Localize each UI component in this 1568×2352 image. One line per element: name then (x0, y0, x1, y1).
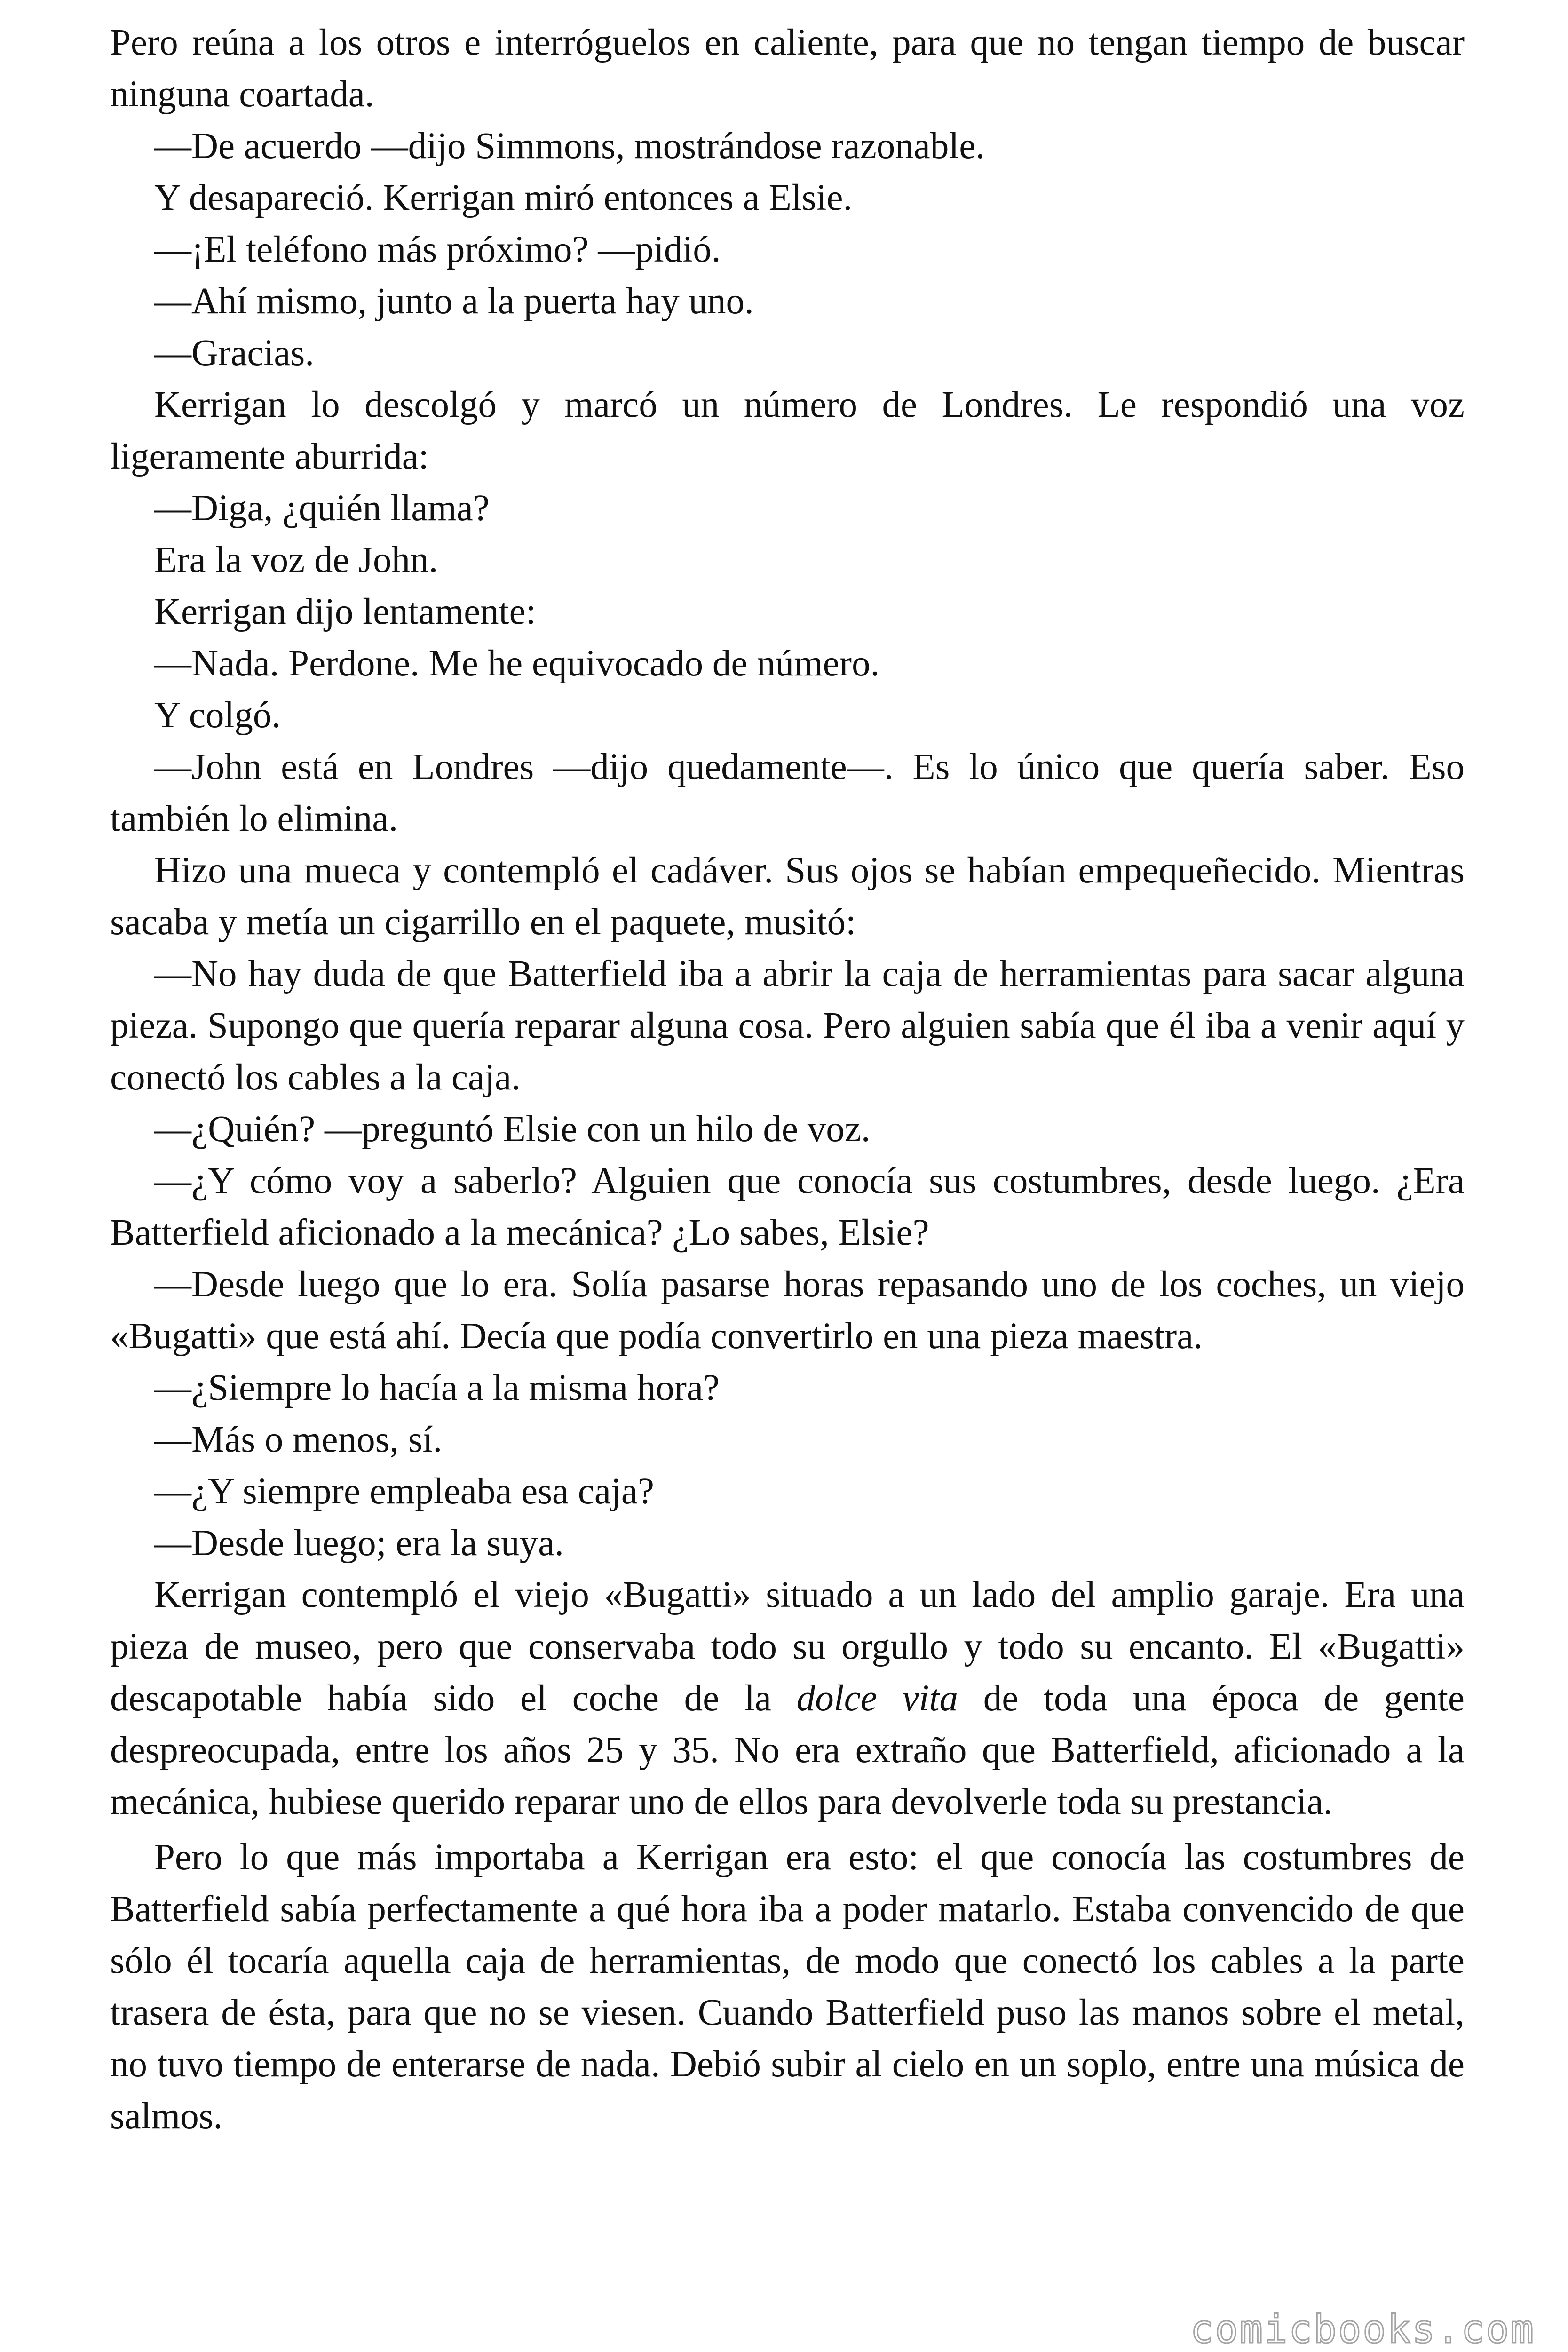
paragraph-14: Hizo una mueca y contempló el cadáver. Sus ojos se habían empequeñecido. Mientras sacaba y metía un cigarrillo en el paquete, musitó: (110, 850, 1465, 943)
paragraph-13: —John está en Londres —dijo quedamente—. Es lo único que quería saber. Eso también lo elimina. (110, 747, 1465, 839)
paragraph-4: —¡El teléfono más próximo? —pidió. (154, 229, 721, 270)
bugatti-text-after: de toda una época de gente despreocupada, entre los años 25 y 35. No era extraño que Batterfield, aficionado a la mecánica, hubiese querido reparar uno de ellos para devolverle toda su prestancia. (110, 1678, 1465, 1822)
paragraph-8: —Diga, ¿quién llama? (154, 488, 490, 529)
dolce-vita-emphasis: dolce vita (796, 1678, 958, 1719)
paragraph-21: —¿Y siempre empleaba esa caja? (154, 1471, 654, 1512)
book-page (110, 17, 1465, 2142)
paragraph-15: —No hay duda de que Batterfield iba a abrir la caja de herramientas para sacar alguna pieza. Supongo que quería reparar alguna cosa. Pero alguien sabía que él iba a venir aquí y conectó los cables a la caja. (110, 954, 1465, 1098)
paragraph-bugatti (110, 1569, 1465, 1828)
paragraph-11: —Nada. Perdone. Me he equivocado de número. (154, 643, 880, 684)
paragraph-7: Kerrigan lo descolgó y marcó un número de Londres. Le respondió una voz ligeramente aburrida: (110, 384, 1465, 477)
paragraph-2: —De acuerdo —dijo Simmons, mostrándose razonable. (154, 126, 985, 167)
paragraph-18: —Desde luego que lo era. Solía pasarse horas repasando uno de los coches, un viejo «Bugatti» que está ahí. Decía que podía convertirlo en una pieza maestra. (110, 1264, 1465, 1357)
paragraph-22: —Desde luego; era la suya. (154, 1523, 564, 1564)
paragraph-6: —Gracias. (154, 333, 314, 373)
paragraph-17: —¿Y cómo voy a saberlo? Alguien que conocía sus costumbres, desde luego. ¿Era Batterfield aficionado a la mecánica? ¿Lo sabes, Elsie? (110, 1160, 1465, 1253)
paragraph-5: —Ahí mismo, junto a la puerta hay uno. (154, 281, 754, 322)
paragraph-3: Y desapareció. Kerrigan miró entonces a Elsie. (154, 177, 853, 218)
bugatti-text-before: Kerrigan contempló el viejo «Bugatti» situado a un lado del amplio garaje. Era una pieza de museo, pero que conservaba todo su orgullo y todo su encanto. El «Bugatti» descapotable había sido el coche de la (110, 1574, 1465, 1719)
paragraph-9: Era la voz de John. (154, 540, 438, 580)
paragraph-16: —¿Quién? —preguntó Elsie con un hilo de voz. (154, 1109, 871, 1150)
paragraph-12: Y colgó. (154, 695, 281, 736)
paragraph-final: Pero lo que más importaba a Kerrigan era esto: el que conocía las costumbres de Batterfield sabía perfectamente a qué hora iba a poder matarlo. Estaba convencido de que sólo él tocaría aquella caja de herramientas, de modo que conectó los cables a la parte trasera de ésta, para que no se viesen. Cuando Batterfield puso las manos sobre el metal, no tuvo tiempo de enterarse de nada. Debió subir al cielo en un soplo, entre una música de salmos. (110, 1837, 1465, 2137)
watermark-text: comicbooks.com (1190, 2307, 1535, 2352)
paragraph-10: Kerrigan dijo lentamente: (154, 591, 536, 632)
paragraph-19: —¿Siempre lo hacía a la misma hora? (154, 1367, 720, 1408)
paragraph-20: —Más o menos, sí. (154, 1419, 443, 1460)
paragraph-1: Pero reúna a los otros e interróguelos en caliente, para que no tengan tiempo de buscar ninguna coartada. (110, 22, 1465, 115)
